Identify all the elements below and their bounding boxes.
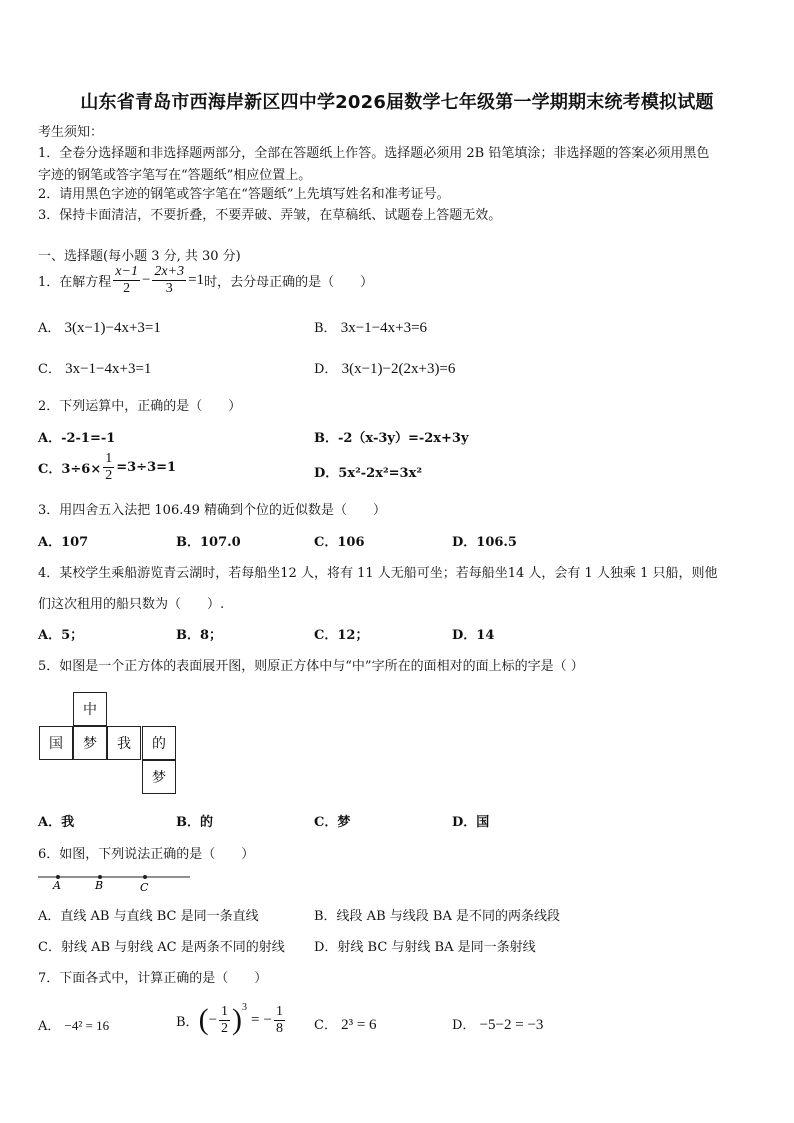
- net-cell-meng-2: 梦: [142, 760, 176, 794]
- q1-f1-den: 2: [123, 281, 131, 296]
- q4-option-d[interactable]: D．14: [452, 628, 495, 643]
- q7-c-expr: 2³ = 6: [341, 1017, 377, 1033]
- q3-option-d[interactable]: D．106.5: [452, 535, 517, 550]
- q7-b-result-fraction: [274, 1004, 285, 1037]
- q2-option-a[interactable]: A．-2-1=-1: [38, 431, 116, 446]
- q5-option-a[interactable]: A．我: [38, 815, 75, 830]
- q1-d-expr: 3(x−1)−2(2x+3)=6: [341, 361, 456, 377]
- q7-option-d[interactable]: [452, 1014, 543, 1034]
- q7-d-label: D．: [452, 1018, 476, 1033]
- q3-option-a[interactable]: A．107: [38, 535, 89, 550]
- q1-d-label: D．: [314, 362, 338, 377]
- q6-option-b[interactable]: B．线段 AB 与线段 BA 是不同的两条线段: [314, 909, 560, 924]
- section-heading: 一、选择题(每小题 3 分, 共 30 分): [38, 249, 241, 264]
- q7-b-equals: =: [251, 1011, 260, 1028]
- q1-f1-num: x−1: [115, 264, 138, 279]
- question-7-stem: 7．下面各式中，计算正确的是（ ）: [38, 971, 268, 986]
- q7-option-b[interactable]: [176, 1000, 287, 1040]
- q1-option-c[interactable]: [38, 358, 151, 378]
- q4-option-c[interactable]: C．12；: [314, 628, 369, 643]
- question-4-stem-line-1: 4．某校学生乘船游览青云湖时，若每船坐12 人，将有 11 人无船可坐；若每船坐14 人，会有 1 人独乘 1 只船，则他: [38, 566, 718, 581]
- notice-item-1: 1．全卷分选择题和非选择题两部分，全部在答题纸上作答。选择题必须用 2B 铅笔填涂；非选择题的答案必须用黑色: [38, 146, 710, 161]
- question-5-stem: 5．如图是一个正方体的表面展开图，则原正方体中与“中”字所在的面相对的面上标的字是（ ）: [38, 659, 584, 674]
- q7-a-expr: −4² = 16: [64, 1018, 110, 1033]
- question-6-stem: 6．如图，下列说法正确的是（ ）: [38, 847, 255, 862]
- notice-item-2: 2．请用黑色字迹的钢笔或答字笔在“答题纸”上先填写姓名和准考证号。: [38, 187, 450, 202]
- q7-option-c[interactable]: [314, 1014, 377, 1034]
- q1-prefix: 1．在解方程: [38, 275, 112, 290]
- q7-option-a[interactable]: [38, 1015, 109, 1034]
- q4-option-b[interactable]: B．8；: [176, 628, 223, 643]
- q5-option-c[interactable]: C．梦: [314, 815, 351, 830]
- q7-d-expr: −5−2 = −3: [479, 1017, 544, 1033]
- net-cell-de: 的: [142, 726, 176, 760]
- net-cell-zhong: 中: [73, 692, 107, 726]
- q7-b-fraction: [219, 1004, 230, 1037]
- q2-c-den: 2: [105, 468, 113, 483]
- point-c-label: C: [140, 881, 149, 894]
- question-4-stem-line-2: 们这次租用的船只数为（ ）.: [38, 597, 225, 612]
- q1-option-b[interactable]: [314, 317, 427, 337]
- point-a-label: A: [53, 879, 61, 892]
- q7-a-label: A．: [38, 1019, 61, 1034]
- q1-fraction-1: [113, 264, 140, 297]
- q1-b-label: B．: [314, 321, 337, 336]
- question-2-stem: 2．下列运算中，正确的是（ ）: [38, 399, 242, 414]
- q7-b-result-num: 1: [275, 1003, 283, 1019]
- q7-c-label: C．: [314, 1018, 337, 1033]
- q7-b-neg2: −: [263, 1011, 272, 1028]
- q1-a-expr: 3(x−1)−4x+3=1: [64, 320, 161, 336]
- q2-c-suffix: =3÷3=1: [116, 460, 177, 475]
- q1-option-d[interactable]: [314, 358, 455, 378]
- q6-option-a[interactable]: A．直线 AB 与直线 BC 是同一条直线: [38, 909, 259, 924]
- q1-b-expr: 3x−1−4x+3=6: [340, 320, 428, 336]
- q7-b-num: 1: [221, 1003, 229, 1019]
- notice-item-3: 3．保持卡面清洁，不要折叠，不要弄破、弄皱，在草稿纸、试题卷上答题无效。: [38, 208, 502, 223]
- q7-b-close-paren: ): [232, 1003, 243, 1036]
- q2-option-b[interactable]: B．-2（x-3y）=-2x+3y: [314, 431, 469, 446]
- net-cell-meng-1: 梦: [73, 726, 107, 760]
- q1-minus: −: [141, 272, 151, 288]
- point-b-label: B: [95, 879, 104, 892]
- q7-b-label: B．: [176, 1014, 199, 1030]
- q2-option-c[interactable]: [38, 451, 176, 484]
- q2-c-num: 1: [105, 451, 113, 466]
- line-figure: [36, 868, 196, 894]
- page-title: 山东省青岛市西海岸新区四中学2026届数学七年级第一学期期末统考模拟试题: [80, 92, 714, 113]
- q7-b-open-paren: (: [198, 1003, 209, 1036]
- q1-f2-num: 2x+3: [154, 264, 185, 279]
- q6-option-d[interactable]: D．射线 BC 与射线 BA 是同一条射线: [314, 940, 536, 955]
- point-c-dot: [143, 875, 147, 879]
- q3-option-c[interactable]: C．106: [314, 535, 365, 550]
- q6-option-c[interactable]: C．射线 AB 与射线 AC 是两条不同的射线: [38, 940, 285, 955]
- q3-option-b[interactable]: B．107.0: [176, 535, 241, 550]
- q1-f2-den: 3: [165, 281, 173, 296]
- q5-option-d[interactable]: D．国: [452, 815, 490, 830]
- q1-suffix: 时，去分母正确的是（ ）: [204, 275, 374, 290]
- q2-c-fraction: [103, 451, 114, 484]
- question-3-stem: 3．用四舍五入法把 106.49 精确到个位的近似数是（ ）: [38, 503, 387, 518]
- q1-c-label: C．: [38, 362, 61, 377]
- q1-equals: =1: [188, 272, 205, 288]
- q1-option-a[interactable]: [38, 317, 161, 337]
- q5-option-b[interactable]: B．的: [176, 815, 213, 830]
- notice-heading: 考生须知：: [38, 125, 104, 140]
- question-1-stem: [38, 264, 373, 297]
- q2-option-d[interactable]: D．5x²-2x²=3x²: [314, 466, 423, 481]
- q7-b-den: 2: [221, 1020, 229, 1036]
- q7-b-neg: −: [208, 1011, 218, 1028]
- notice-item-1-cont: 字迹的钢笔或答字笔写在“答题纸”相应位置上。: [38, 168, 312, 183]
- q4-option-a[interactable]: A．5；: [38, 628, 84, 643]
- net-cell-wo: 我: [107, 726, 141, 760]
- q1-c-expr: 3x−1−4x+3=1: [65, 361, 152, 377]
- q1-fraction-2: [152, 264, 186, 297]
- q7-b-exponent: 3: [242, 1002, 248, 1013]
- q2-c-prefix: C．3÷6×: [38, 462, 102, 477]
- q7-b-result-den: 8: [275, 1020, 283, 1036]
- net-cell-guo: 国: [39, 726, 73, 760]
- q1-a-label: A．: [38, 321, 61, 336]
